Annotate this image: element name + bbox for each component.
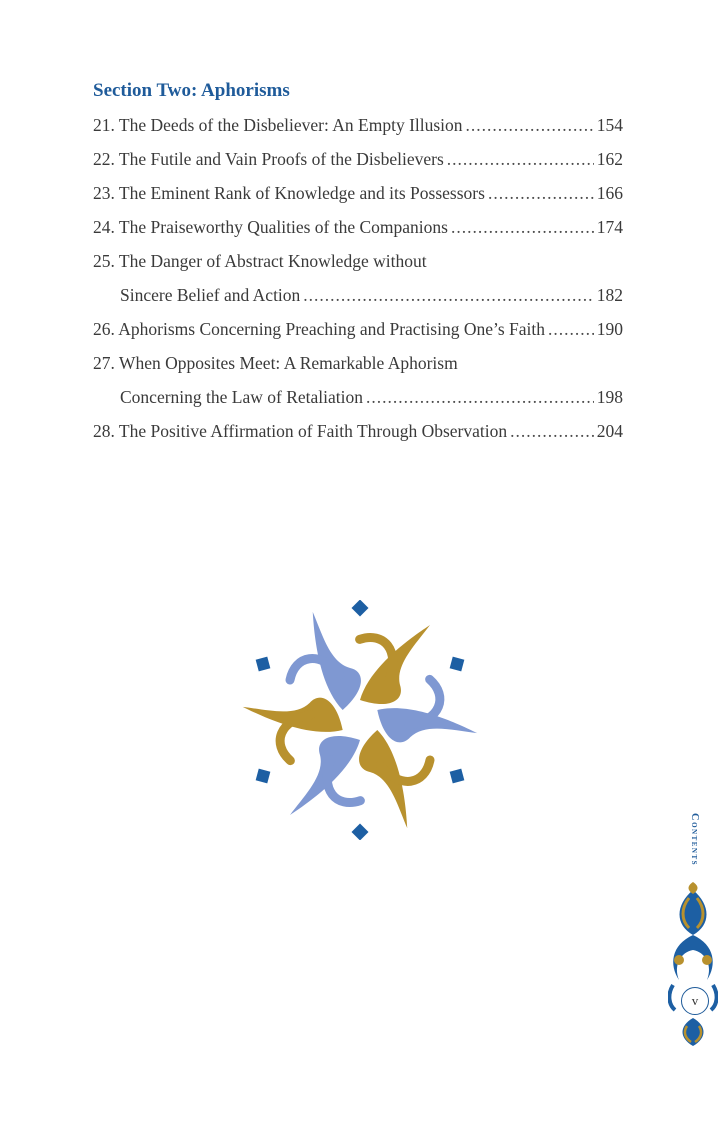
floral-rosette-ornament-icon: [230, 600, 490, 840]
toc-entry-title-continued: Sincere Belief and Action: [120, 285, 301, 305]
toc-entry-title: 23. The Eminent Rank of Knowledge and its Possessors: [93, 183, 485, 203]
toc-leader-dots: [510, 414, 594, 448]
page-number: v: [681, 987, 709, 1015]
toc-leader-dots: [488, 176, 594, 210]
toc-entry-title: 27. When Opposites Meet: A Remarkable Aphorism: [93, 353, 458, 373]
toc-entry-24[interactable]: [93, 210, 623, 244]
toc-leader-dots: [466, 108, 594, 142]
toc-page-number: 198: [596, 387, 623, 407]
toc-page-number: 162: [596, 149, 623, 169]
toc-leader-dots: [303, 278, 593, 312]
toc-entry-title: 22. The Futile and Vain Proofs of the Disbelievers: [93, 149, 444, 169]
side-tab-label: Contents: [689, 813, 700, 867]
table-of-contents: [93, 108, 623, 448]
toc-entry-27-line-2[interactable]: [93, 380, 623, 414]
toc-leader-dots: [366, 380, 594, 414]
toc-page-number: 174: [596, 217, 623, 237]
toc-entry-title: 28. The Positive Affirmation of Faith Through Observation: [93, 421, 508, 441]
toc-entry-title: 25. The Danger of Abstract Knowledge without: [93, 251, 427, 271]
toc-entry-28[interactable]: [93, 414, 623, 448]
section-heading: Section Two: Aphorisms: [93, 80, 290, 101]
toc-entry-title: 21. The Deeds of the Disbeliever: An Empty Illusion: [93, 115, 463, 135]
toc-entry-25-line-2[interactable]: [93, 278, 623, 312]
toc-page-number: 204: [596, 421, 623, 441]
toc-leader-dots: [451, 210, 594, 244]
toc-entry-title-continued: Concerning the Law of Retaliation: [120, 387, 363, 407]
toc-entry-title: 26. Aphorisms Concerning Preaching and Practising One’s Faith: [93, 319, 546, 339]
toc-page-number: 190: [596, 319, 623, 339]
toc-leader-dots: [548, 312, 594, 346]
toc-entry-23[interactable]: [93, 176, 623, 210]
toc-page-number: 182: [596, 285, 623, 305]
toc-entry-25-line-1[interactable]: [93, 244, 623, 278]
toc-leader-dots: [447, 142, 594, 176]
toc-entry-22[interactable]: [93, 142, 623, 176]
toc-entry-title: 24. The Praiseworthy Qualities of the Companions: [93, 217, 448, 237]
toc-entry-26[interactable]: [93, 312, 623, 346]
toc-page-number: 166: [596, 183, 623, 203]
toc-entry-21[interactable]: [93, 108, 623, 142]
toc-entry-27-line-1[interactable]: [93, 346, 623, 380]
toc-page-number: 154: [596, 115, 623, 135]
